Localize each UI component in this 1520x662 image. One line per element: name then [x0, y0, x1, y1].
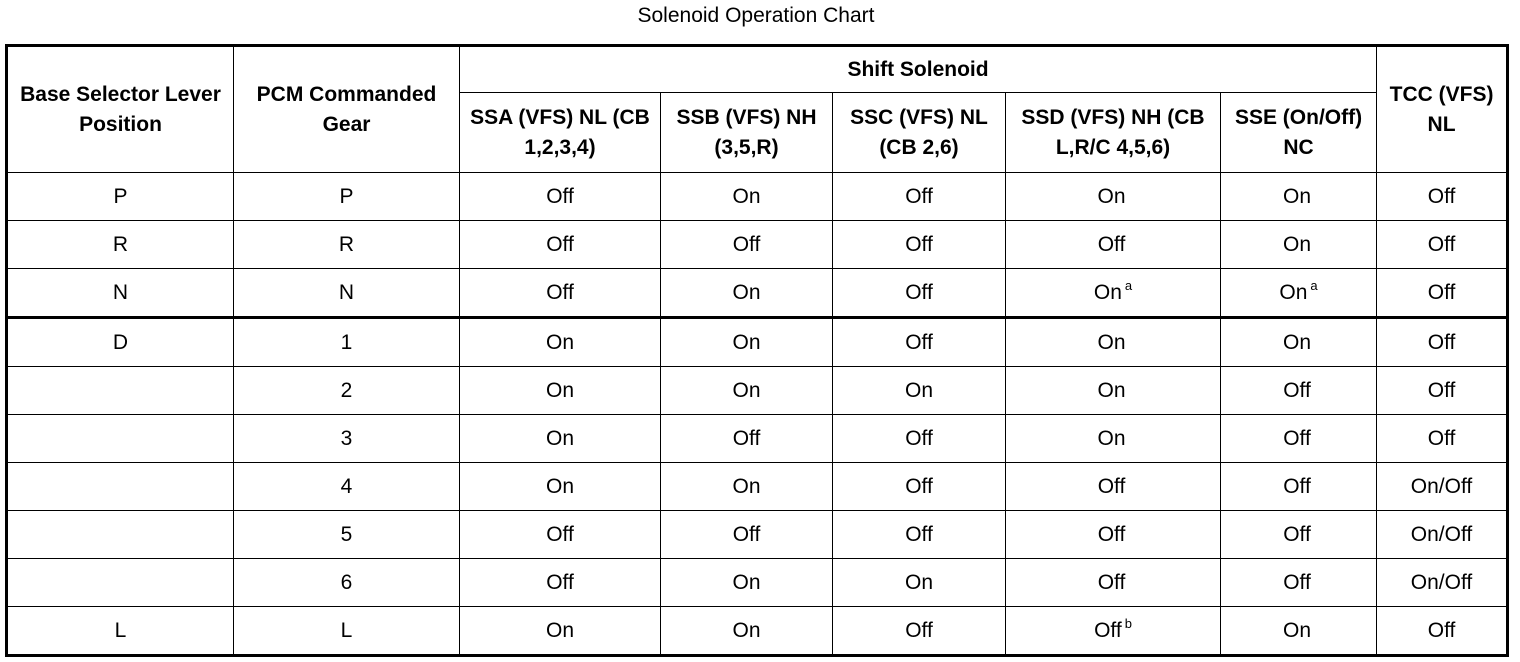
ssd-cell	[1006, 415, 1221, 463]
table-caption: Solenoid Operation Chart	[637, 4, 875, 27]
ssd-cell	[1006, 269, 1221, 318]
ssd-cell	[1006, 463, 1221, 511]
ssd-cell	[1006, 318, 1221, 367]
selector-cell: P	[7, 173, 234, 221]
ssc-cell: On	[833, 367, 1006, 415]
ssc-cell: Off	[833, 173, 1006, 221]
table-row	[7, 511, 1508, 559]
table-row	[7, 607, 1508, 656]
gear-cell: R	[234, 221, 460, 269]
tcc-cell: Off	[1377, 415, 1508, 463]
sse-value: Off	[1283, 474, 1311, 498]
sse-value: On	[1283, 232, 1312, 256]
gear-cell: 4	[234, 463, 460, 511]
ssd-value: Off	[1097, 474, 1126, 498]
ssa-cell: On	[460, 415, 661, 463]
ssc-cell: Off	[833, 463, 1006, 511]
tcc-cell: Off	[1377, 607, 1508, 656]
header-selector-position: Base Selector Lever Position	[7, 46, 234, 173]
footnote-marker: a	[1310, 277, 1318, 293]
ssc-cell: Off	[833, 318, 1006, 367]
sse-value: On	[1283, 330, 1312, 354]
ssd-cell	[1006, 607, 1221, 656]
sse-cell	[1221, 318, 1377, 367]
sse-value: Off	[1283, 570, 1311, 594]
header-ssb: SSB (VFS) NH (3,5,R)	[661, 93, 833, 173]
footnote-marker: b	[1124, 615, 1132, 631]
selector-cell	[7, 559, 234, 607]
ssc-cell: Off	[833, 607, 1006, 656]
header-tcc: TCC (VFS) NL	[1377, 46, 1508, 173]
sse-cell	[1221, 269, 1377, 318]
sse-value: On	[1283, 618, 1312, 642]
table-row	[7, 559, 1508, 607]
header-ssa: SSA (VFS) NL (CB 1,2,3,4)	[460, 93, 661, 173]
ssb-cell: On	[661, 367, 833, 415]
header-ssc: SSC (VFS) NL (CB 2,6)	[833, 93, 1006, 173]
selector-cell	[7, 415, 234, 463]
gear-cell: P	[234, 173, 460, 221]
ssb-cell: On	[661, 173, 833, 221]
sse-cell	[1221, 415, 1377, 463]
ssb-cell: On	[661, 318, 833, 367]
selector-cell: N	[7, 269, 234, 318]
table-row	[7, 415, 1508, 463]
ssa-cell: On	[460, 367, 661, 415]
tcc-cell: On/Off	[1377, 559, 1508, 607]
ssd-value: Off	[1097, 570, 1126, 594]
sse-cell	[1221, 463, 1377, 511]
gear-cell: 3	[234, 415, 460, 463]
selector-cell: L	[7, 607, 234, 656]
ssd-cell	[1006, 367, 1221, 415]
tcc-cell: On/Off	[1377, 463, 1508, 511]
ssb-cell: Off	[661, 415, 833, 463]
tcc-cell: Off	[1377, 269, 1508, 318]
sse-value: On	[1283, 184, 1312, 208]
header-shift-solenoid-group: Shift Solenoid	[460, 46, 1377, 93]
ssd-value: On	[1093, 280, 1122, 304]
ssd-cell	[1006, 221, 1221, 269]
tcc-cell: Off	[1377, 221, 1508, 269]
sse-cell	[1221, 173, 1377, 221]
selector-cell: D	[7, 318, 234, 367]
ssc-cell: Off	[833, 511, 1006, 559]
ssa-cell: On	[460, 463, 661, 511]
table-body	[7, 173, 1508, 656]
ssb-cell: On	[661, 463, 833, 511]
ssd-cell	[1006, 511, 1221, 559]
header-ssd: SSD (VFS) NH (CB L,R/C 4,5,6)	[1006, 93, 1221, 173]
ssc-cell: Off	[833, 221, 1006, 269]
ssb-cell: Off	[661, 221, 833, 269]
sse-value: Off	[1283, 522, 1311, 546]
ssd-value: On	[1097, 378, 1126, 402]
selector-cell	[7, 463, 234, 511]
ssb-cell: On	[661, 607, 833, 656]
table-row	[7, 173, 1508, 221]
footnote-marker: a	[1124, 277, 1133, 293]
gear-cell: 1	[234, 318, 460, 367]
table-row	[7, 367, 1508, 415]
header-sse: SSE (On/Off) NC	[1221, 93, 1377, 173]
sse-value: Off	[1283, 426, 1311, 450]
sse-cell	[1221, 511, 1377, 559]
tcc-cell: Off	[1377, 173, 1508, 221]
gear-cell: 5	[234, 511, 460, 559]
ssa-cell: Off	[460, 511, 661, 559]
header-commanded-gear: PCM Commanded Gear	[234, 46, 460, 173]
table-row	[7, 269, 1508, 318]
ssb-cell: On	[661, 559, 833, 607]
solenoid-operation-table	[5, 44, 1509, 657]
sse-cell	[1221, 221, 1377, 269]
ssd-value: On	[1097, 184, 1126, 208]
ssb-cell: On	[661, 269, 833, 318]
table-row	[7, 221, 1508, 269]
tcc-cell: Off	[1377, 367, 1508, 415]
ssd-value: Off	[1097, 522, 1126, 546]
ssd-value: On	[1097, 426, 1126, 450]
ssa-cell: Off	[460, 269, 661, 318]
tcc-cell: Off	[1377, 318, 1508, 367]
gear-cell: 6	[234, 559, 460, 607]
ssd-cell	[1006, 173, 1221, 221]
sse-cell	[1221, 607, 1377, 656]
ssa-cell: Off	[460, 221, 661, 269]
table-row	[7, 318, 1508, 367]
ssa-cell: Off	[460, 559, 661, 607]
selector-cell	[7, 367, 234, 415]
sse-cell	[1221, 559, 1377, 607]
gear-cell: N	[234, 269, 460, 318]
tcc-cell: On/Off	[1377, 511, 1508, 559]
ssc-cell: Off	[833, 269, 1006, 318]
sse-cell	[1221, 367, 1377, 415]
ssa-cell: On	[460, 607, 661, 656]
sse-value: Off	[1283, 378, 1311, 402]
ssb-cell: Off	[661, 511, 833, 559]
ssd-value: On	[1097, 330, 1126, 354]
table-row	[7, 463, 1508, 511]
ssc-cell: On	[833, 559, 1006, 607]
selector-cell	[7, 511, 234, 559]
ssd-cell	[1006, 559, 1221, 607]
ssc-cell: Off	[833, 415, 1006, 463]
gear-cell: L	[234, 607, 460, 656]
ssa-cell: On	[460, 318, 661, 367]
ssd-value: Off	[1094, 618, 1122, 642]
ssd-value: Off	[1097, 232, 1126, 256]
sse-value: On	[1279, 280, 1308, 304]
selector-cell: R	[7, 221, 234, 269]
gear-cell: 2	[234, 367, 460, 415]
ssa-cell: Off	[460, 173, 661, 221]
